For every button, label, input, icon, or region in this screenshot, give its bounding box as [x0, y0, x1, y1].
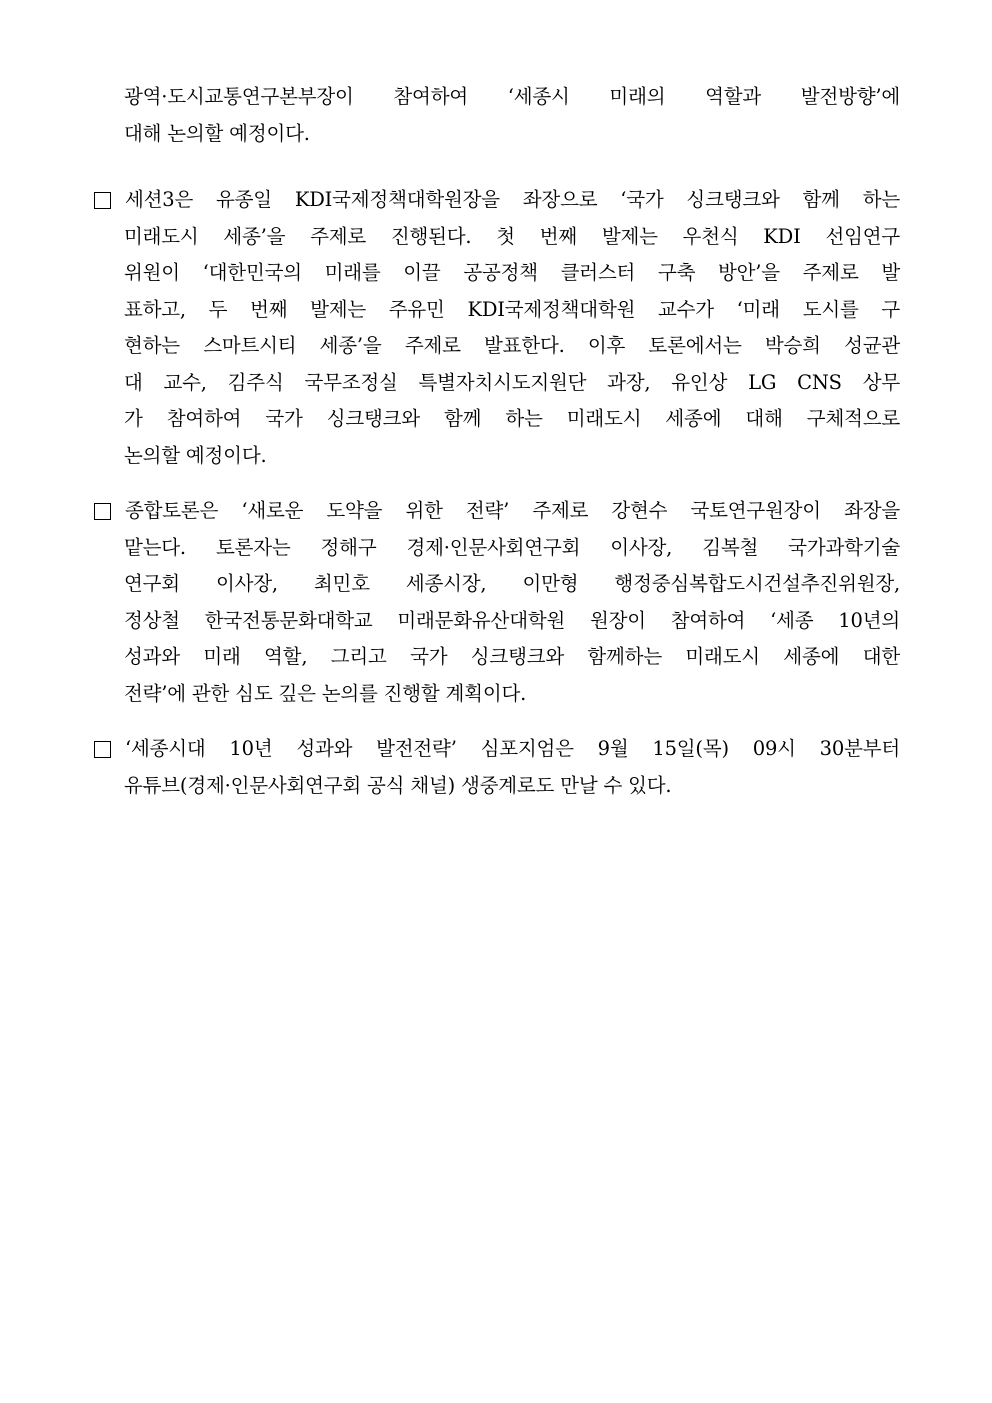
- paragraph-line: 종합토론은 ‘새로운 도약을 위한 전략’ 주제로 강현수 국토연구원장이 좌장을: [125, 499, 900, 522]
- paragraph-session3: [94, 182, 900, 474]
- paragraph-symposium-info: [94, 731, 900, 804]
- paragraph-line: 전략’에 관한 심도 깊은 논의를 진행할 계획이다.: [124, 681, 527, 705]
- paragraph-first-line: [94, 182, 900, 219]
- paragraph-line: 가 참여하여 국가 싱크탱크와 함께 하는 미래도시 세종에 대해 구체적으로: [124, 407, 900, 430]
- paragraph-line: 대해 논의할 예정이다.: [124, 121, 310, 145]
- paragraph-line: 정상철 한국전통문화대학교 미래문화유산대학원 원장이 참여하여 ‘세종 10년의: [124, 608, 900, 632]
- paragraph-comprehensive-discussion: [94, 493, 900, 712]
- paragraph-line: 성과와 미래 역할, 그리고 국가 싱크탱크와 함께하는 미래도시 세종에 대한: [124, 645, 900, 668]
- paragraph-line: 표하고, 두 번째 발제는 주유민 KDI국제정책대학원 교수가 ‘미래 도시를 구: [124, 297, 901, 321]
- paragraph-line: 미래도시 세종’을 주제로 진행된다. 첫 번째 발제는 우천식 KDI 선임연구: [124, 224, 900, 248]
- paragraph-first-line: [94, 731, 900, 768]
- paragraph-line: 유튜브(경제·인문사회연구회 공식 채널) 생중계로도 만날 수 있다.: [124, 773, 672, 797]
- checkbox-bullet-icon: [94, 503, 111, 520]
- paragraph-line: 연구회 이사장, 최민호 세종시장, 이만형 행정중심복합도시건설추진위원장,: [124, 572, 900, 595]
- paragraph-line: 현하는 스마트시티 세종’을 주제로 발표한다. 이후 토론에서는 박승희 성균관: [124, 334, 900, 357]
- paragraph-line: ‘세종시대 10년 성과와 발전전략’ 심포지엄은 9월 15일(목) 09시 30분부터: [125, 737, 900, 760]
- paragraph-line: 광역·도시교통연구본부장이 참여하여 ‘세종시 미래의 역할과 발전방향’에: [124, 85, 900, 108]
- paragraph-first-line: [94, 493, 900, 530]
- paragraph-continuation: [94, 79, 900, 152]
- checkbox-bullet-icon: [94, 741, 111, 758]
- paragraph-line: 대 교수, 김주식 국무조정실 특별자치시도지원단 과장, 유인상 LG CNS 상무: [124, 370, 900, 394]
- paragraph-line: 맡는다. 토론자는 정해구 경제·인문사회연구회 이사장, 김복철 국가과학기술: [124, 535, 900, 559]
- paragraph-line: 세션3은 유종일 KDI국제정책대학원장을 좌장으로 ‘국가 싱크탱크와 함께 하는: [125, 188, 900, 211]
- paragraph-line: 위원이 ‘대한민국의 미래를 이끌 공공정책 클러스터 구축 방안’을 주제로 발: [124, 261, 900, 284]
- paragraph-line: 논의할 예정이다.: [124, 443, 267, 467]
- checkbox-bullet-icon: [94, 192, 111, 209]
